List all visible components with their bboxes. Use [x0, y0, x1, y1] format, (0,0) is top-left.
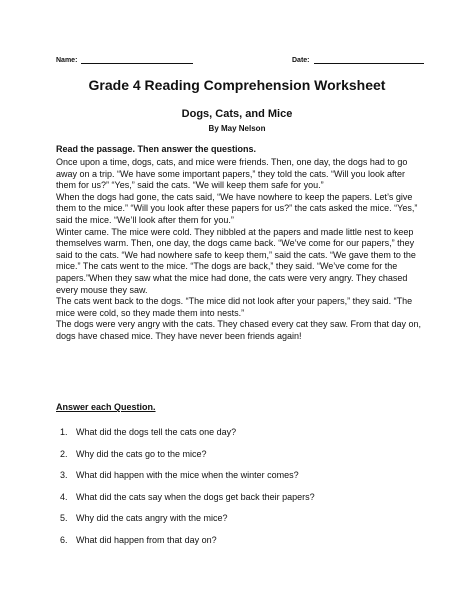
- worksheet-title: Grade 4 Reading Comprehension Worksheet: [88, 77, 386, 93]
- question-number: 6.: [60, 534, 68, 545]
- question-text: What did happen from that day on?: [76, 534, 217, 545]
- passage-paragraph: Once upon a time, dogs, cats, and mice were friends. Then, one day, the dogs had to go away on a trip. “We have some important papers,” they told the cats. “Will you look after them for us?” “Yes,” said the cats. “We will keep them safe for you.”: [56, 157, 408, 191]
- question-text: What did the dogs tell the cats one day?: [76, 427, 237, 437]
- question-text: What did the cats say when the dogs get back their papers?: [76, 491, 315, 502]
- question-list: [56, 426, 416, 555]
- question-number: 1.: [60, 427, 68, 437]
- questions-heading: Answer each Question.: [56, 402, 156, 412]
- question-item: [56, 426, 416, 448]
- name-field-row: [56, 56, 193, 64]
- passage-paragraph: The cats went back to the dogs. “The mice did not look after your papers,” they said. “The mice were cold, so they made them into nests.”: [56, 296, 413, 318]
- question-item: [56, 534, 416, 556]
- question-item: [56, 448, 416, 470]
- name-blank-line[interactable]: [81, 56, 193, 64]
- passage: [56, 157, 422, 343]
- question-item: [56, 512, 416, 534]
- date-field-row: [292, 56, 424, 64]
- question-text: Why did the cats go to the mice?: [76, 448, 207, 459]
- date-blank-line[interactable]: [314, 56, 424, 64]
- question-number: 2.: [60, 448, 68, 459]
- story-byline: By May Nelson: [208, 124, 266, 133]
- question-number: 5.: [60, 513, 68, 523]
- passage-paragraph: When the dogs had gone, the cats said, “We have nowhere to keep the papers. Let’s give them to the mice.” “Will you look after these papers for us?” the cats asked the mice. “Yes,” said the mice. “We’ll look after them for you.”: [56, 191, 418, 225]
- story-title: Dogs, Cats, and Mice: [181, 108, 293, 120]
- name-label: Name:: [56, 57, 78, 64]
- question-text: Why did the cats angry with the mice?: [76, 513, 228, 523]
- question-text: What did happen with the mice when the winter comes?: [76, 470, 299, 480]
- question-number: 4.: [60, 491, 68, 502]
- date-label: Date:: [292, 57, 310, 64]
- question-number: 3.: [60, 470, 68, 480]
- instructions: Read the passage. Then answer the questions.: [56, 144, 257, 154]
- question-item: [56, 469, 416, 491]
- passage-paragraph: The dogs were very angry with the cats. They chased every cat they saw. From that day on, dogs have chased mice. They have never been friends again!: [56, 319, 422, 341]
- passage-paragraph: Winter came. The mice were cold. They nibbled at the papers and made little nest to keep themselves warm. Then, one day, the dogs came back. “We’ve come for our papers,” they said to the cats. “We had nowhere safe to keep them,” said the cats. “We gave them to the mice.” The cats went to the mice. “The dogs are back,” they said. “We’ve come for the papers.”When they saw what the mice had done, the cats were very angry. They chased every mouse they saw.: [56, 226, 416, 295]
- question-item: [56, 491, 416, 513]
